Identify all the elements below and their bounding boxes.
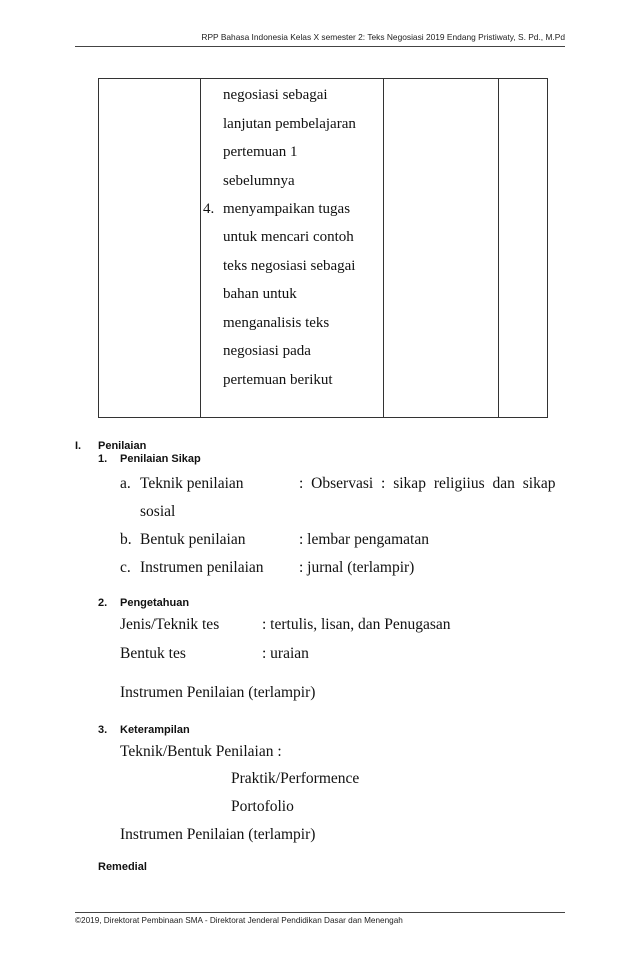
page-footer: ©2019, Direktorat Pembinaan SMA - Direktorat Jenderal Pendidikan Dasar dan Menengah xyxy=(75,916,403,925)
table-cell-line: lanjutan pembelajaran xyxy=(223,116,356,132)
subsection-number: 2. xyxy=(98,597,108,609)
table-cell-line: teks negosiasi sebagai xyxy=(223,258,356,274)
method-item: Portofolio xyxy=(231,798,294,815)
table-column-divider xyxy=(498,78,499,418)
item-letter: a. xyxy=(120,475,131,492)
header-rule xyxy=(75,46,565,47)
table-column-divider xyxy=(200,78,201,418)
table-cell-line: negosiasi pada xyxy=(223,343,311,359)
table-cell-line: menganalisis teks xyxy=(223,315,330,331)
method-item: Praktik/Performence xyxy=(231,770,360,787)
page-header: RPP Bahasa Indonesia Kelas X semester 2: Teks Negosiasi 2019 Endang Pristiwaty, S. Pd., M.Pd xyxy=(201,32,565,42)
method-lead: Teknik/Bentuk Penilaian : xyxy=(120,743,282,760)
item-label: Bentuk penilaian xyxy=(140,531,246,548)
table-cell-line: untuk mencari contoh xyxy=(223,229,354,245)
item-value: : jurnal (terlampir) xyxy=(299,559,415,576)
table-cell-line: pertemuan berikut xyxy=(223,372,333,388)
subsection-number: 1. xyxy=(98,453,108,465)
row-label: Jenis/Teknik tes xyxy=(120,616,220,633)
row-value: : tertulis, lisan, dan Penugasan xyxy=(262,616,451,633)
item-letter: b. xyxy=(120,531,132,548)
section-number: I. xyxy=(75,440,82,452)
item-label: Instrumen penilaian xyxy=(140,559,264,576)
item-letter: c. xyxy=(120,559,131,576)
subsection-title: Keterampilan xyxy=(120,724,190,736)
instrument-note: Instrumen Penilaian (terlampir) xyxy=(120,826,316,843)
instrument-note: Instrumen Penilaian (terlampir) xyxy=(120,684,316,701)
table-cell-line: sebelumnya xyxy=(223,173,295,189)
table-cell-line: negosiasi sebagai xyxy=(223,87,328,103)
section-title: Penilaian xyxy=(98,440,147,452)
table-column-divider xyxy=(383,78,384,418)
item-value-continued: sosial xyxy=(140,503,176,520)
list-number: 4. xyxy=(203,201,215,217)
item-value: : Observasi : sikap religiius dan sikap xyxy=(299,475,556,492)
row-value: : uraian xyxy=(262,645,309,662)
remedial-heading: Remedial xyxy=(98,861,147,873)
table-cell-line: bahan untuk xyxy=(223,286,297,302)
table-cell-line: pertemuan 1 xyxy=(223,144,298,160)
footer-rule xyxy=(75,912,565,913)
subsection-title: Pengetahuan xyxy=(120,597,190,609)
row-label: Bentuk tes xyxy=(120,645,186,662)
subsection-title: Penilaian Sikap xyxy=(120,453,201,465)
table-cell-line: menyampaikan tugas xyxy=(223,201,351,217)
item-label: Teknik penilaian xyxy=(140,475,244,492)
item-value: : lembar pengamatan xyxy=(299,531,429,548)
subsection-number: 3. xyxy=(98,724,108,736)
